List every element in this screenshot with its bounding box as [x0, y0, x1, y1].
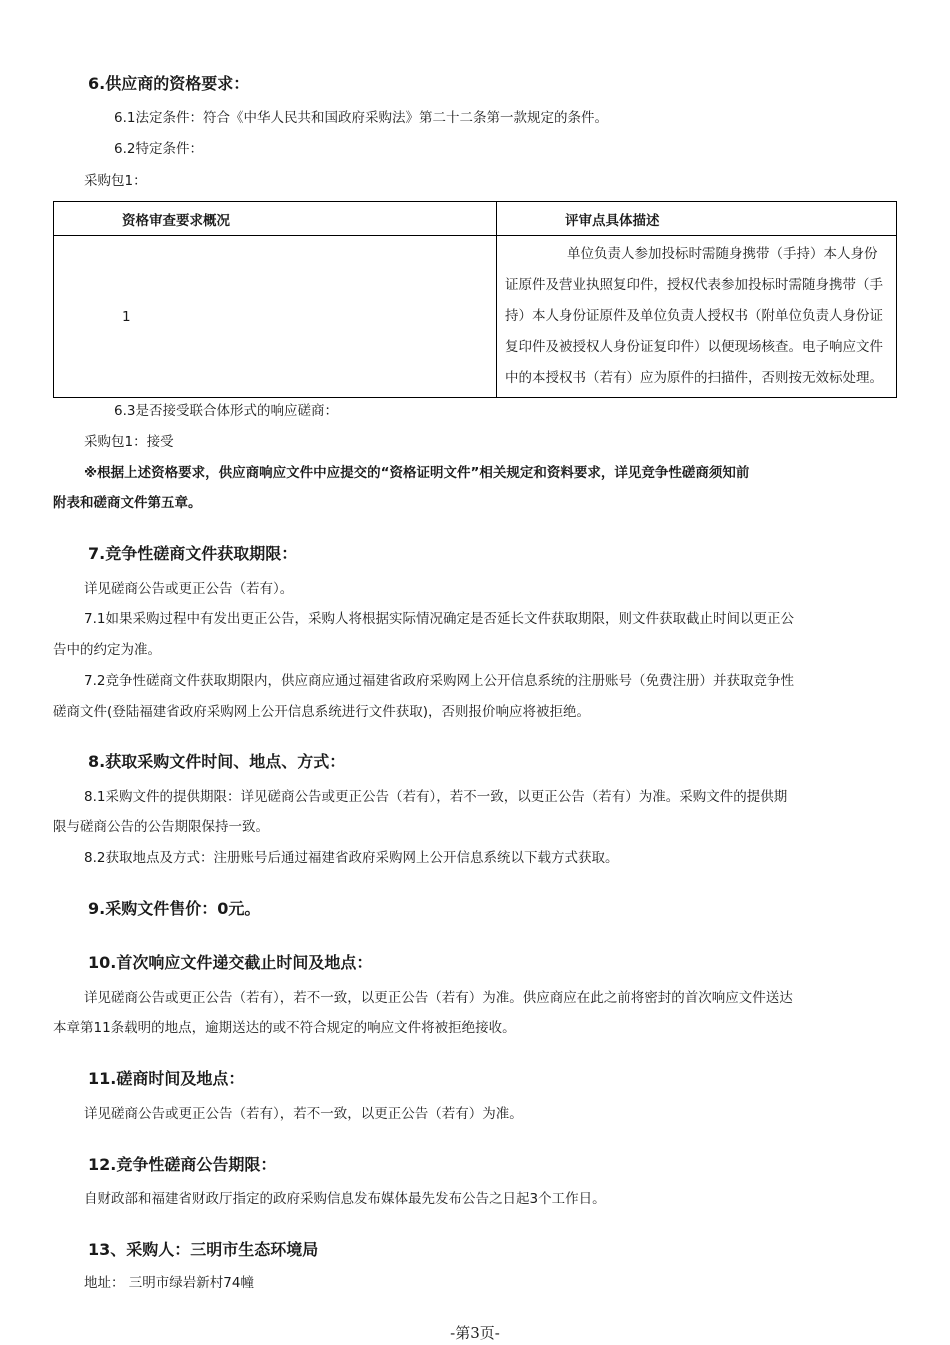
s12-para: 自财政部和福建省财政厅指定的政府采购信息发布媒体最先发布公告之日起3个工作日。: [84, 1191, 606, 1207]
table-header-cell: 资格审查要求概况: [54, 202, 497, 236]
table-cell-no: 1: [54, 236, 497, 398]
s6-note-line-2: 附表和磋商文件第五章。: [53, 495, 202, 511]
s6-note-line-1: ※根据上述资格要求，供应商响应文件中应提交的“资格证明文件”相关规定和资料要求，详见竞争性磋商须知前: [84, 465, 750, 481]
s11-para: 详见磋商公告或更正公告（若有），若不一致，以更正公告（若有）为准。: [84, 1106, 523, 1122]
s13-address: 地址： 三明市绿岩新村74幢: [84, 1275, 254, 1291]
section-11-title: 11.磋商时间及地点：: [88, 1069, 245, 1088]
section-6-title: 6.供应商的资格要求：: [88, 74, 250, 93]
section-10-title: 10.首次响应文件递交截止时间及地点：: [88, 953, 373, 972]
s7-para-2-line-1: 7.2竞争性磋商文件获取期限内，供应商应通过福建省政府采购网上公开信息系统的注册账号（免费注册）并获取竞争性: [84, 673, 794, 689]
table-header-cell: 评审点具体描述: [497, 202, 897, 236]
section-8-title: 8.获取采购文件时间、地点、方式：: [88, 752, 346, 771]
section-12-title: 12.竞争性磋商公告期限：: [88, 1155, 277, 1174]
s6-para-1: 6.1法定条件：符合《中华人民共和国政府采购法》第二十二条第一款规定的条件。: [114, 110, 608, 126]
table-cell-desc: 单位负责人参加投标时需随身携带（手持）本人身份证原件及营业执照复印件，授权代表参加投标时需随身携带（手持）本人身份证原件及单位负责人授权书（附单位负责人身份证复印件及被授权人身份证复印件）以便现场核查。电子响应文件中的本授权书（若有）应为原件的扫描件，否则按无效标处理。: [497, 236, 897, 398]
s10-para-line-2: 本章第11条载明的地点，逾期送达的或不符合规定的响应文件将被拒绝接收。: [53, 1020, 516, 1036]
qualification-table: [53, 201, 897, 398]
section-13-title: 13、采购人：三明市生态环境局: [88, 1240, 319, 1259]
section-7-title: 7.竞争性磋商文件获取期限：: [88, 544, 298, 563]
table-row: [54, 236, 897, 398]
s7-para-1-line-1: 7.1如果采购过程中有发出更正公告，采购人将根据实际情况确定是否延长文件获取期限，则文件获取截止时间以更正公: [84, 611, 794, 627]
s8-para-1-line-2: 限与磋商公告的公告期限保持一致。: [53, 819, 269, 835]
s6-para-2: 6.2特定条件：: [114, 141, 203, 157]
s7-para-2-line-2: 磋商文件(登陆福建省政府采购网上公开信息系统进行文件获取)，否则报价响应将被拒绝。: [53, 704, 591, 720]
s7-para-0: 详见磋商公告或更正公告（若有）。: [84, 581, 294, 597]
section-9-title: 9.采购文件售价：0元。: [88, 899, 261, 918]
s7-para-1-line-2: 告中的约定为准。: [53, 642, 161, 658]
s6-para-4: 采购包1：接受: [84, 434, 174, 450]
s8-para-1-line-1: 8.1采购文件的提供期限：详见磋商公告或更正公告（若有），若不一致，以更正公告（若有）为准。采购文件的提供期: [84, 789, 788, 805]
s10-para-line-1: 详见磋商公告或更正公告（若有），若不一致，以更正公告（若有）为准。供应商应在此之前将密封的首次响应文件送达: [84, 990, 793, 1006]
s8-para-2: 8.2获取地点及方式：注册账号后通过福建省政府采购网上公开信息系统以下载方式获取。: [84, 850, 619, 866]
page-number: -第3页-: [450, 1324, 500, 1342]
s6-package-label: 采购包1：: [84, 173, 147, 189]
s6-para-3: 6.3是否接受联合体形式的响应磋商：: [114, 403, 338, 419]
table-header-row: [54, 202, 897, 236]
